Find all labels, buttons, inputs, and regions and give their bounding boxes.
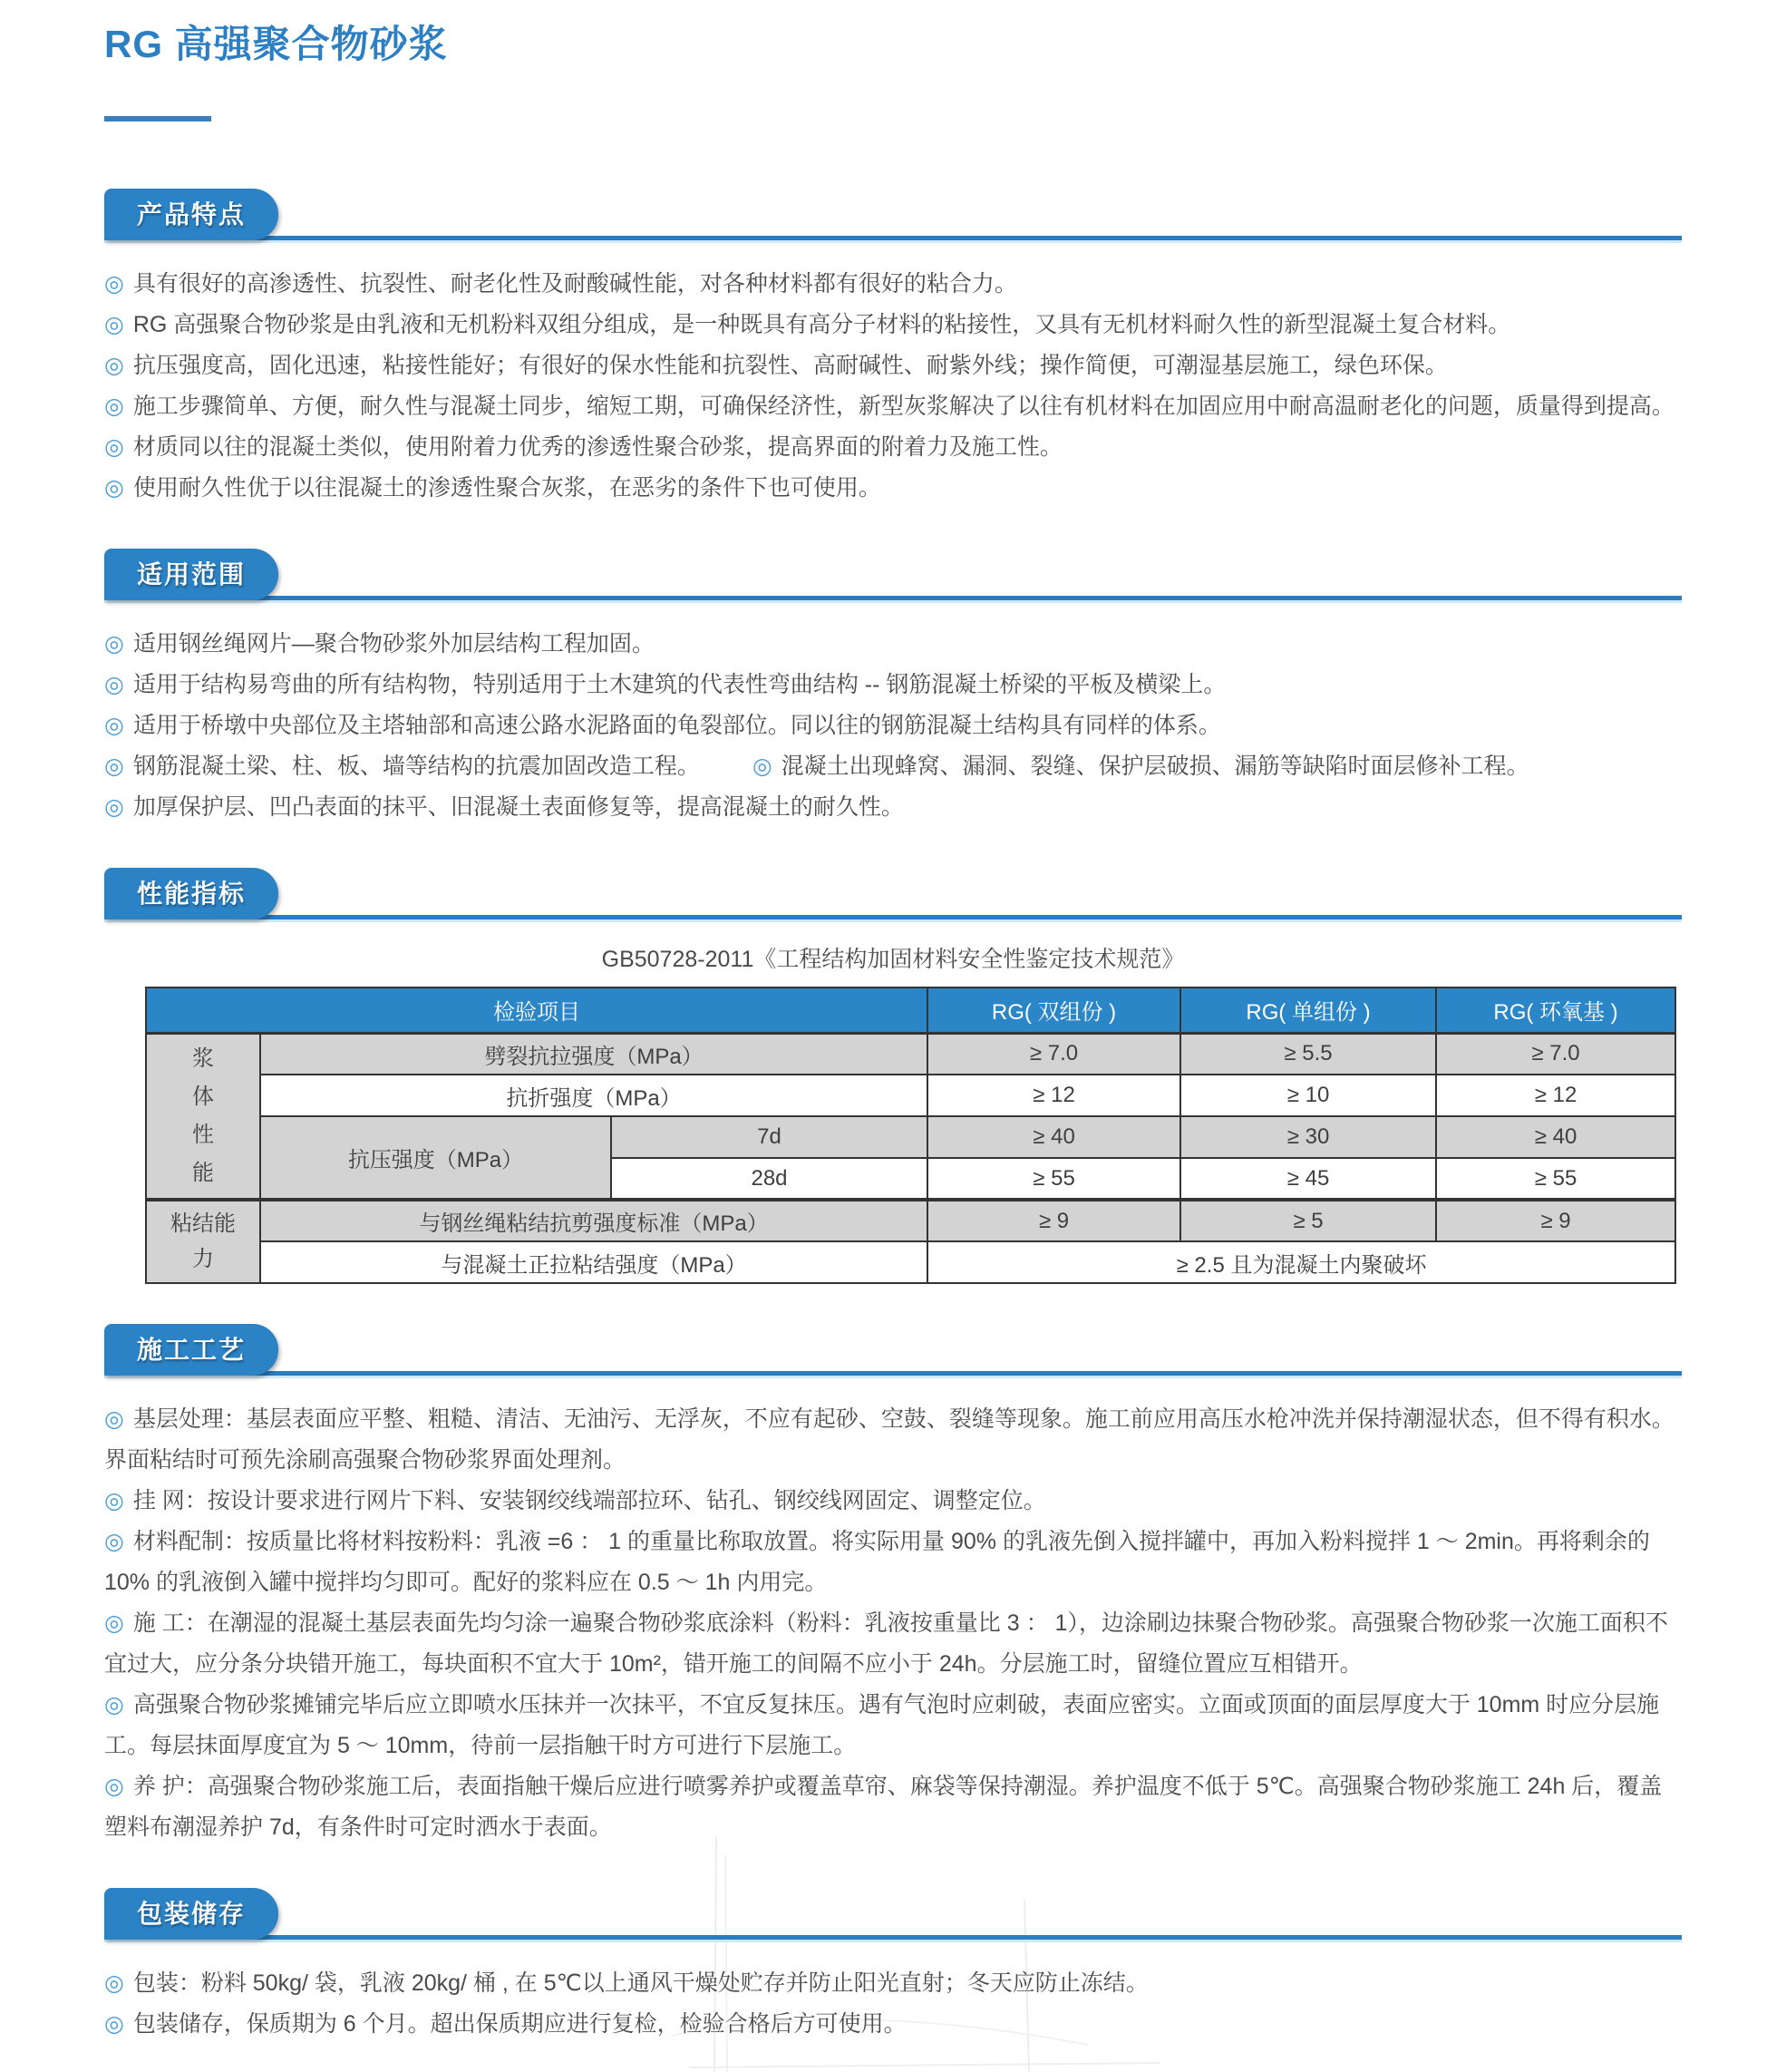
bullet-icon: ◎: [104, 631, 124, 657]
section-head-scope: [104, 549, 1682, 600]
table-header-cell-rg2: RG( 双组份 ): [927, 987, 1180, 1033]
feature-item: [104, 264, 1682, 305]
table-cell-value: ≥ 40: [1436, 1116, 1675, 1158]
bullet-icon: ◎: [104, 1529, 124, 1554]
feature-text: 材质同以往的混凝土类似，使用附着力优秀的渗透性聚合砂浆，提高界面的附着力及施工性。: [132, 434, 1063, 460]
bullet-icon: ◎: [104, 1692, 124, 1717]
table-cell-value: ≥ 5.5: [1180, 1033, 1436, 1075]
features-heading-badge: 产品特点: [104, 189, 278, 240]
section-process: [104, 1324, 1682, 1848]
section-rule: [104, 1371, 1682, 1376]
packaging-text: 包装：粉料 50kg/ 袋，乳液 20kg/ 桶 , 在 5℃以上通风干燥处贮存并防止阳光直射；冬天应防止冻结。: [132, 1970, 1149, 1996]
process-text: 施 工：在潮湿的混凝土基层表面先均匀涂一遍聚合物砂浆底涂料（粉料：乳液按重量比 3 ： 1），边涂刷边抹聚合物砂浆。高强聚合物砂浆一次施工面积不宜过大，应分条分块错开施工，每块面积不宜大于 10m²，错开施工的间隔不应小于 24h。分层施工时，留缝位置应互相错开。: [104, 1610, 1668, 1677]
scope-text: 适用于结构易弯曲的所有结构物，特别适用于土木建筑的代表性弯曲结构 -- 钢筋混凝土桥梁的平板及横梁上。: [132, 672, 1227, 697]
table-cell-value: ≥ 9: [1436, 1200, 1675, 1241]
table-cell-sub: 28d: [611, 1158, 927, 1200]
group-label-bond: 粘结能力: [146, 1200, 260, 1283]
section-features: [104, 189, 1682, 509]
process-text: 材料配制：按质量比将材料按粉料：乳液 =6 ： 1 的重量比称取放置。将实际用量 90% 的乳液先倒入搅拌罐中，再加入粉料搅拌 1 ～ 2min。再将剩余的 10% 的乳液倒入罐中搅拌均匀即可。配好的浆料应在 0.5 ～ 1h 内用完。: [104, 1529, 1650, 1595]
process-heading-badge: 施工工艺: [104, 1324, 278, 1376]
table-cell-value: ≥ 12: [1436, 1075, 1675, 1116]
scope-item: [104, 624, 1682, 665]
bullet-icon: ◎: [104, 1406, 124, 1432]
table-cell-label: 与混凝土正拉粘结强度（MPa）: [260, 1241, 927, 1283]
process-list: [104, 1399, 1682, 1848]
page-title: RG 高强聚合物砂浆: [104, 23, 448, 65]
table-header-cell-item: 检验项目: [146, 987, 927, 1033]
feature-text: 具有很好的高渗透性、抗裂性、耐老化性及耐酸碱性能，对各种材料都有很好的粘合力。: [132, 271, 1017, 297]
section-head-packaging: [104, 1888, 1682, 1940]
features-list: [104, 264, 1682, 509]
process-item: [104, 1522, 1682, 1603]
scope-heading-badge: 适用范围: [104, 549, 278, 600]
section-head-features: [104, 189, 1682, 240]
scope-text: 混凝土出现蜂窝、漏洞、裂缝、保护层破损、漏筋等缺陷时面层修补工程。: [781, 754, 1529, 779]
bullet-icon: ◎: [104, 434, 124, 460]
table-row-tensile-bond: [146, 1241, 1675, 1283]
feature-text: RG 高强聚合物砂浆是由乳液和无机粉料双组分组成，是一种既具有高分子材料的粘接性，又具有无机材料耐久性的新型混凝土复合材料。: [132, 312, 1511, 337]
section-rule: [104, 1935, 1682, 1940]
table-caption: GB50728-2011《工程结构加固材料安全性鉴定技术规范》: [601, 947, 1185, 972]
table-cell-value: ≥ 30: [1180, 1116, 1436, 1158]
section-head-performance: [104, 868, 1682, 919]
scope-text: 适用钢丝绳网片—聚合物砂浆外加层结构工程加固。: [132, 631, 655, 657]
table-header-cell-rge: RG( 环氧基 ): [1436, 987, 1675, 1033]
packaging-text: 包装储存，保质期为 6 个月。超出保质期应进行复检，检验合格后方可使用。: [132, 2011, 907, 2037]
scope-text: 加厚保护层、凹凸表面的抹平、旧混凝土表面修复等，提高混凝土的耐久性。: [132, 794, 904, 820]
table-row-flexural: [146, 1075, 1675, 1116]
bullet-icon: ◎: [104, 2011, 124, 2037]
table-header-row: [146, 987, 1675, 1033]
performance-table: [145, 987, 1676, 1284]
bullet-icon: ◎: [104, 754, 124, 779]
table-cell-value: ≥ 10: [1180, 1075, 1436, 1116]
process-item: [104, 1603, 1682, 1685]
bullet-icon: ◎: [104, 713, 124, 738]
process-item: [104, 1481, 1682, 1522]
bullet-icon: ◎: [104, 794, 124, 820]
process-text: 基层处理：基层表面应平整、粗糙、清洁、无油污、无浮灰，不应有起砂、空鼓、裂缝等现象。施工前应用高压水枪冲洗并保持潮湿状态，但不得有积水。界面粘结时可预先涂刷高强聚合物砂浆界面处理剂。: [104, 1406, 1674, 1473]
scope-item-dual: [104, 746, 1682, 787]
table-cell-label: 劈裂抗拉强度（MPa）: [260, 1033, 927, 1075]
scope-list: [104, 624, 1682, 828]
packaging-heading-badge: 包装储存: [104, 1888, 278, 1940]
process-text: 挂 网：按设计要求进行网片下料、安装钢绞线端部拉环、钻孔、钢绞线网固定、调整定位。: [132, 1488, 1046, 1513]
feature-text: 使用耐久性优于以往混凝土的渗透性聚合灰浆，在恶劣的条件下也可使用。: [132, 475, 881, 501]
table-row-compressive-7d: [146, 1116, 1675, 1158]
feature-text: 抗压强度高，固化迅速，粘接性能好；有很好的保水性能和抗裂性、高耐碱性、耐紫外线；操作简便，可潮湿基层施工，绿色环保。: [132, 353, 1448, 378]
feature-item: [104, 468, 1682, 509]
process-text: 高强聚合物砂浆摊铺完毕后应立即喷水压抹并一次抹平，不宜反复抹压。遇有气泡时应刺破，表面应密实。立面或顶面的面层厚度大于 10mm 时应分层施工。每层抹面厚度宜为 5 ～ 10mm，待前一层指触干时方可进行下层施工。: [104, 1692, 1660, 1758]
scope-item: [104, 705, 1682, 746]
bullet-icon: ◎: [104, 1488, 124, 1513]
section-rule: [104, 915, 1682, 919]
section-rule: [104, 596, 1682, 600]
bullet-icon: ◎: [104, 353, 124, 378]
table-cell-value: ≥ 55: [927, 1158, 1180, 1200]
section-head-process: [104, 1324, 1682, 1376]
table-cell-value: ≥ 5: [1180, 1200, 1436, 1241]
process-text: 养 护：高强聚合物砂浆施工后，表面指触干燥后应进行喷雾养护或覆盖草帘、麻袋等保持潮湿。养护温度不低于 5℃。高强聚合物砂浆施工 24h 后，覆盖塑料布潮湿养护 7d，有条件时可定时洒水于表面。: [104, 1774, 1663, 1840]
table-header-cell-rg1: RG( 单组份 ): [1180, 987, 1436, 1033]
bullet-icon: ◎: [104, 1610, 124, 1636]
packaging-item: [104, 1963, 1682, 2004]
feature-item: [104, 386, 1682, 427]
scope-item: [104, 787, 1682, 828]
title-underline: [104, 116, 211, 122]
bullet-icon: ◎: [104, 312, 124, 337]
scope-text: 钢筋混凝土梁、柱、板、墙等结构的抗震加固改造工程。: [132, 754, 700, 779]
feature-item: [104, 345, 1682, 386]
section-performance: [104, 868, 1682, 1284]
feature-item: [104, 427, 1682, 468]
scope-text: 适用于桥墩中央部位及主塔轴部和高速公路水泥路面的龟裂部位。同以往的钢筋混凝土结构具有同样的体系。: [132, 713, 1221, 738]
table-row-split-tensile: [146, 1033, 1675, 1075]
feature-item: [104, 305, 1682, 345]
table-cell-value: ≥ 9: [927, 1200, 1180, 1241]
table-cell-value: ≥ 55: [1436, 1158, 1675, 1200]
table-cell-value: ≥ 7.0: [1436, 1033, 1675, 1075]
bullet-icon: ◎: [752, 754, 772, 779]
table-cell-label: 抗折强度（MPa）: [260, 1075, 927, 1116]
group-label-slurry: 浆体性能: [146, 1033, 260, 1200]
table-cell-value: ≥ 12: [927, 1075, 1180, 1116]
bullet-icon: ◎: [104, 271, 124, 297]
bullet-icon: ◎: [104, 394, 124, 419]
section-rule: [104, 236, 1682, 240]
table-row-shear-bond: [146, 1200, 1675, 1241]
process-item: [104, 1766, 1682, 1848]
performance-heading-badge: 性能指标: [104, 868, 278, 919]
bullet-icon: ◎: [104, 475, 124, 501]
table-cell-value: ≥ 45: [1180, 1158, 1436, 1200]
bullet-icon: ◎: [104, 1970, 124, 1996]
table-cell-label: 与钢丝绳粘结抗剪强度标准（MPa）: [260, 1200, 927, 1241]
bullet-icon: ◎: [104, 1774, 124, 1799]
table-cell-value: ≥ 40: [927, 1116, 1180, 1158]
table-cell-sub: 7d: [611, 1116, 927, 1158]
section-packaging: [104, 1888, 1682, 2045]
section-scope: [104, 549, 1682, 828]
table-cell-value: ≥ 7.0: [927, 1033, 1180, 1075]
packaging-list: [104, 1963, 1682, 2045]
feature-text: 施工步骤简单、方便，耐久性与混凝土同步，缩短工期，可确保经济性，新型灰浆解决了以往有机材料在加固应用中耐高温耐老化的问题，质量得到提高。: [132, 394, 1674, 419]
scope-item: [104, 665, 1682, 705]
table-cell-label: 抗压强度（MPa）: [260, 1116, 611, 1200]
process-item: [104, 1685, 1682, 1766]
packaging-item: [104, 2004, 1682, 2045]
table-cell-merged-value: ≥ 2.5 且为混凝土内聚破坏: [927, 1241, 1675, 1283]
bullet-icon: ◎: [104, 672, 124, 697]
process-item: [104, 1399, 1682, 1481]
